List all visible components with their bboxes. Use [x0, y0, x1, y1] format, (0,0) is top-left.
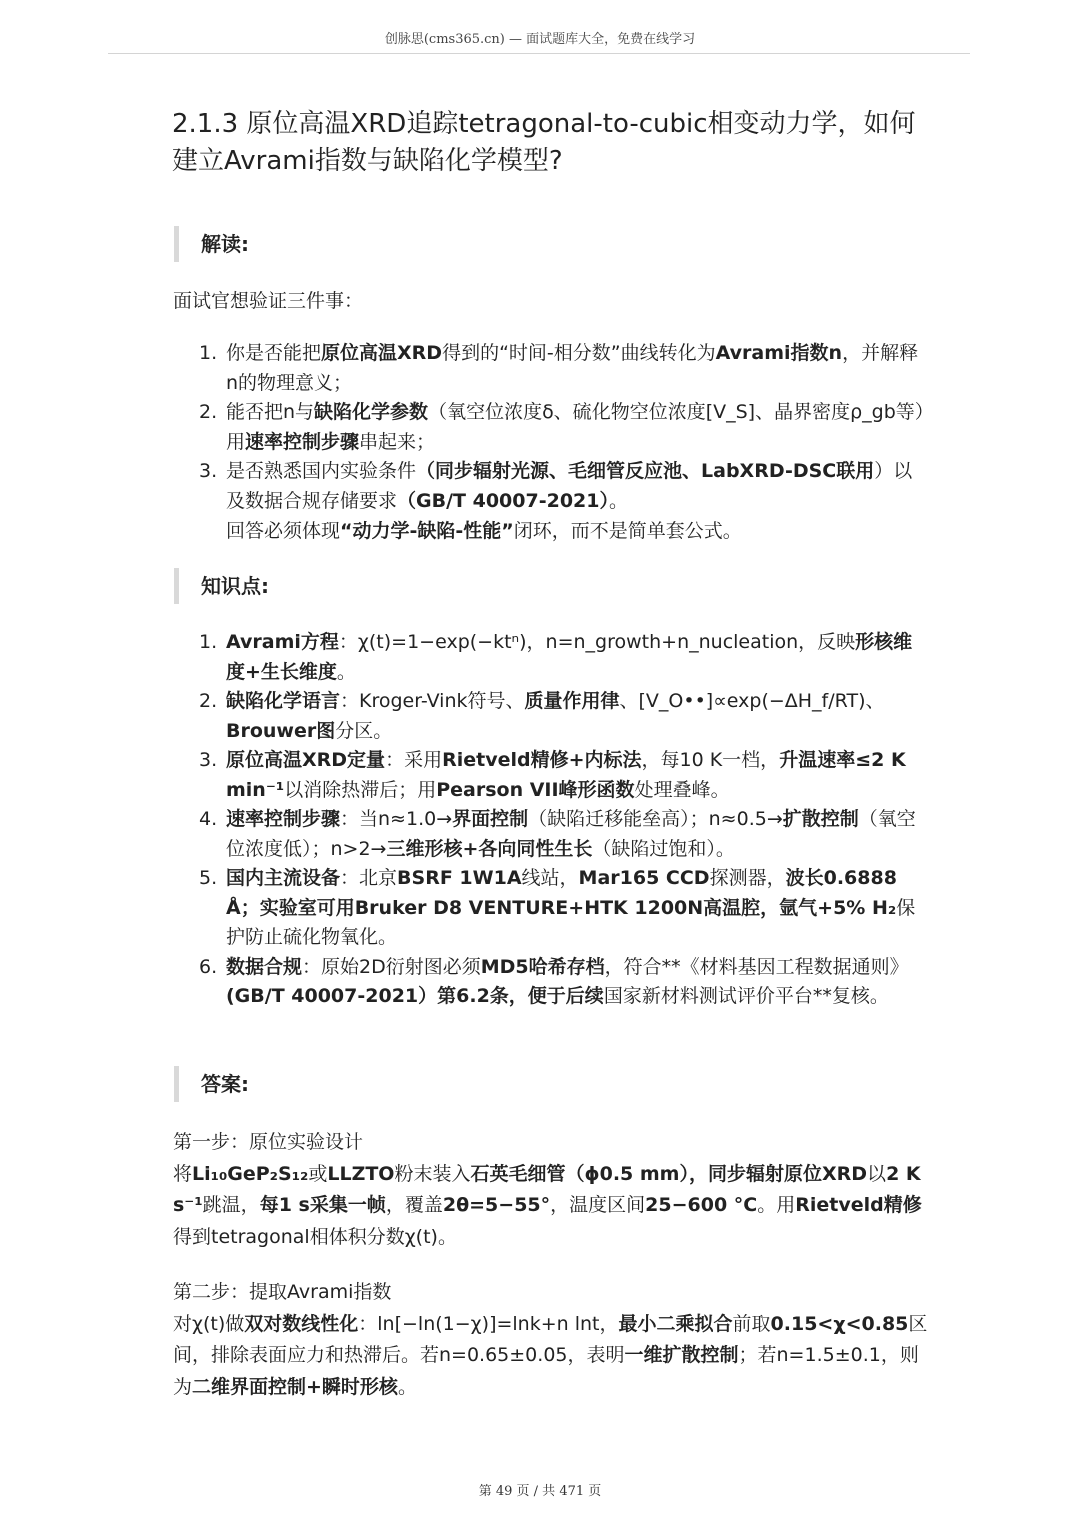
list-item: 1. 你是否能把原位高温XRD得到的“时间-相分数”曲线转化为Avrami指数n，并解释n的物理意义； [199, 342, 919, 394]
site-header: 创脉思(cms365.cn) — 面试题库大全，免费在线学习 [384, 32, 696, 47]
answer-step1: 第一步：原位实验设计 将Li₁₀GeP₂S₁₂或LLZTO粉末装入石英毛细管（ϕ0.5 mm），同步辐射原位XRD以2 K s⁻¹跳温，每1 s采集一帧，覆盖2θ=5−55°，温度区间25−600 °C。用Rietveld精修得到tetragonal相体积分数χ(t)。 [173, 1127, 933, 1253]
knowledge-heading: 知识点: [174, 568, 269, 604]
list-item: 3. 原位高温XRD定量：采用Rietveld精修+内标法，每10 K一档，升温速率≤2 K min⁻¹以消除热滞后；用Pearson VII峰形函数处理叠峰。 [199, 749, 906, 801]
step1-title: 第一步：原位实验设计 [173, 1131, 364, 1153]
page-title: 2.1.3 原位高温XRD追踪tetragonal-to-cubic相变动力学，如何建立Avrami指数与缺陷化学模型? [172, 109, 916, 176]
answer-heading: 答案: [174, 1066, 249, 1102]
list-item: 6. 数据合规：原始2D衍射图必须MD5哈希存档，符合**《材料基因工程数据通则》(GB/T 40007-2021）第6.2条，便于后续国家新材料测试评价平台**复核。 [199, 955, 909, 1007]
list-item: 2. 能否把n与缺陷化学参数（氧空位浓度δ、硫化物空位浓度[V_S]、晶界密度ρ_gb等）用速率控制步骤串起来； [199, 401, 925, 453]
interpretation-heading: 解读: [174, 226, 249, 262]
header-divider [108, 53, 970, 54]
list-item: 5. 国内主流设备：北京BSRF 1W1A线站，Mar165 CCD探测器，波长0.6888 Å；实验室可用Bruker D8 VENTURE+HTK 1200N高温腔，氩气+5% H₂保护防止硫化物氧化。 [199, 867, 916, 948]
knowledge-list [199, 628, 929, 1012]
interpretation-intro: 面试官想验证三件事： [173, 290, 364, 312]
list-item: 1. Avrami方程：χ(t)=1−exp(−ktⁿ)，n=n_growth+n_nucleation，反映形核维度+生长维度。 [199, 631, 913, 683]
list-item: 2. 缺陷化学语言：Kroger-Vink符号、质量作用律、[V_O••]∝exp(−ΔH_f/RT)、Brouwer图分区。 [199, 690, 885, 742]
interpretation-list [199, 339, 929, 516]
answer-step2: 第二步：提取Avrami指数 对χ(t)做双对数线性化：ln[−ln(1−χ)]=lnk+n lnt，最小二乘拟合前取0.15<χ<0.85区间，排除表面应力和热滞后。若n=0.65±0.05，表明一维扩散控制；若n=1.5±0.1，则为二维界面控制+瞬时形核。 [173, 1277, 933, 1403]
step2-title: 第二步：提取Avrami指数 [173, 1281, 392, 1303]
list-item: 3. 是否熟悉国内实验条件（同步辐射光源、毛细管反应池、LabXRD-DSC联用）以及数据合规存储要求（GB/T 40007-2021）。 [199, 460, 913, 512]
interpretation-note: 回答必须体现“动力学-缺陷-性能”闭环，而不是简单套公式。 [226, 520, 742, 542]
list-item: 4. 速率控制步骤：当n≈1.0→界面控制（缺陷迁移能垒高）；n≈0.5→扩散控制（氧空位浓度低）；n>2→三维形核+各向同性生长（缺陷过饱和）。 [199, 808, 916, 860]
page-number: 第 49 页 / 共 471 页 [478, 1484, 602, 1499]
